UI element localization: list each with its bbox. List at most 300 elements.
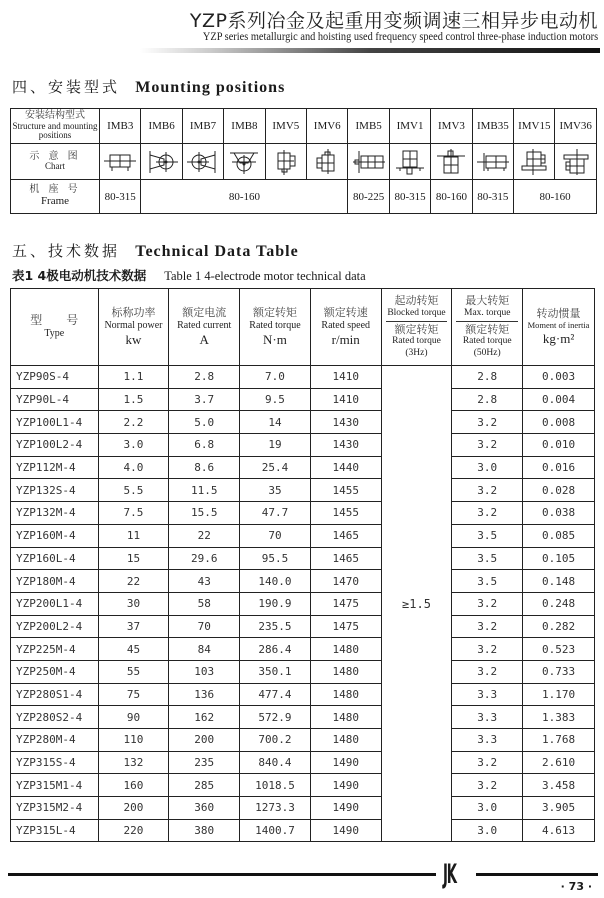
cell-max-torque: 3.3 [452, 706, 523, 729]
cell-torque: 7.0 [240, 366, 311, 389]
cell-speed: 1410 [310, 388, 381, 411]
table-row [11, 797, 595, 820]
cell-type: YZP280S2-4 [11, 706, 99, 729]
mounting-section-title-cn: 四、安装型式 [12, 78, 121, 96]
inertia-header-unit: kg·m² [542, 331, 575, 347]
cell-power: 11 [98, 524, 169, 547]
imb6-diagram-icon [142, 149, 182, 175]
brand-logo: JK [443, 860, 456, 890]
cell-current: 58 [169, 592, 240, 615]
imv3-diagram-icon [431, 149, 471, 175]
imb5-diagram-icon [349, 149, 389, 175]
cell-inertia: 0.282 [523, 615, 595, 638]
cell-speed: 1480 [310, 706, 381, 729]
mounting-position-imb3: IMB3 [100, 109, 141, 144]
cell-current: 285 [169, 774, 240, 797]
blocked-torque-cell [381, 751, 452, 774]
cell-torque: 840.4 [240, 751, 311, 774]
blocked-torque-cell [381, 366, 452, 389]
cell-inertia: 0.028 [523, 479, 595, 502]
blocked-header-en: Blocked torque [387, 307, 446, 318]
cell-speed: 1455 [310, 479, 381, 502]
page-number: · 73 · [560, 880, 592, 893]
blocked-torque-cell [381, 683, 452, 706]
cell-current: 15.5 [169, 502, 240, 525]
mounting-chart-cell [224, 144, 265, 180]
power-header-cn: 标称功率 [111, 305, 156, 319]
col-header-inertia [523, 289, 595, 366]
frame-range: 80-315 [472, 180, 513, 214]
structure-label-cn: 安装结构型式 [25, 110, 85, 122]
imb3-diagram-icon [100, 149, 140, 175]
cell-inertia: 0.016 [523, 456, 595, 479]
cell-max-torque: 3.0 [452, 819, 523, 842]
cell-speed: 1490 [310, 797, 381, 820]
header-divider [140, 48, 600, 53]
mounting-chart-cell [265, 144, 306, 180]
cell-type: YZP90S-4 [11, 366, 99, 389]
max-freq: (50Hz) [473, 348, 501, 359]
imb8-diagram-icon [224, 149, 264, 175]
col-header-speed [310, 289, 381, 366]
chart-label-cn: 示 意 图 [29, 150, 81, 162]
cell-type: YZP200L1-4 [11, 592, 99, 615]
cell-power: 37 [98, 615, 169, 638]
inertia-header-cn: 转动惯量 [536, 306, 581, 320]
mounting-chart-cell [431, 144, 472, 180]
mounting-chart-cell [100, 144, 141, 180]
cell-current: 2.8 [169, 366, 240, 389]
footer-rule-left [8, 873, 436, 876]
technical-data-table [10, 288, 595, 842]
cell-speed: 1455 [310, 502, 381, 525]
blocked-torque-cell [381, 479, 452, 502]
blocked-torque-cell [381, 706, 452, 729]
cell-current: 136 [169, 683, 240, 706]
cell-power: 4.0 [98, 456, 169, 479]
imb7-diagram-icon [183, 149, 223, 175]
speed-header-cn: 额定转速 [323, 305, 368, 319]
blocked-header-cn: 起动转矩 [394, 293, 439, 307]
max-header-cn: 最大转矩 [465, 293, 510, 307]
cell-power: 15 [98, 547, 169, 570]
cell-speed: 1465 [310, 547, 381, 570]
cell-current: 5.0 [169, 411, 240, 434]
mounting-frame-row [11, 180, 597, 214]
cell-type: YZP160L-4 [11, 547, 99, 570]
cell-power: 30 [98, 592, 169, 615]
cell-max-torque: 3.5 [452, 547, 523, 570]
cell-torque: 1273.3 [240, 797, 311, 820]
blocked-torque-cell [381, 456, 452, 479]
cell-current: 380 [169, 819, 240, 842]
cell-current: 6.8 [169, 434, 240, 457]
mounting-position-imb6: IMB6 [141, 109, 182, 144]
cell-max-torque: 3.2 [452, 615, 523, 638]
mounting-position-imv1: IMV1 [389, 109, 430, 144]
cell-max-torque: 3.3 [452, 683, 523, 706]
frame-range: 80-225 [348, 180, 389, 214]
blocked-freq: (3Hz) [405, 348, 428, 359]
table-row [11, 638, 595, 661]
table-header-row [11, 289, 595, 366]
cell-power: 45 [98, 638, 169, 661]
mounting-positions-table [10, 108, 597, 214]
mounting-position-imb8: IMB8 [224, 109, 265, 144]
document-title-cn: YZP系列冶金及起重用变频调速三相异步电动机 [189, 10, 598, 32]
cell-max-torque: 3.2 [452, 660, 523, 683]
torque-header-en: Rated torque [249, 319, 301, 331]
cell-type: YZP180M-4 [11, 570, 99, 593]
cell-type: YZP315M1-4 [11, 774, 99, 797]
cell-current: 8.6 [169, 456, 240, 479]
cell-current: 3.7 [169, 388, 240, 411]
table-row [11, 524, 595, 547]
cell-inertia: 3.905 [523, 797, 595, 820]
chart-label [11, 144, 100, 180]
cell-torque: 95.5 [240, 547, 311, 570]
cell-type: YZP132M-4 [11, 502, 99, 525]
table-caption-en: Table 1 4-electrode motor technical data [164, 269, 366, 283]
cell-torque: 477.4 [240, 683, 311, 706]
frame-label [11, 180, 100, 214]
table-row [11, 479, 595, 502]
mounting-position-imv3: IMV3 [431, 109, 472, 144]
mounting-position-imb7: IMB7 [182, 109, 223, 144]
cell-type: YZP315S-4 [11, 751, 99, 774]
cell-power: 220 [98, 819, 169, 842]
cell-power: 2.2 [98, 411, 169, 434]
max-header-en: Max. torque [464, 307, 511, 318]
table-row [11, 547, 595, 570]
cell-max-torque: 3.5 [452, 524, 523, 547]
frame-range: 80-315 [389, 180, 430, 214]
cell-current: 162 [169, 706, 240, 729]
table-caption [12, 266, 366, 284]
cell-speed: 1440 [310, 456, 381, 479]
imv15-diagram-icon [514, 149, 554, 175]
table-row [11, 434, 595, 457]
cell-power: 160 [98, 774, 169, 797]
mounting-chart-cell [389, 144, 430, 180]
cell-torque: 14 [240, 411, 311, 434]
cell-inertia: 1.170 [523, 683, 595, 706]
cell-power: 7.5 [98, 502, 169, 525]
col-header-type [11, 289, 99, 366]
max-den-cn: 额定转矩 [465, 322, 510, 336]
col-header-torque [240, 289, 311, 366]
blocked-torque-cell [381, 660, 452, 683]
cell-max-torque: 2.8 [452, 366, 523, 389]
cell-power: 200 [98, 797, 169, 820]
cell-power: 90 [98, 706, 169, 729]
cell-torque: 350.1 [240, 660, 311, 683]
cell-torque: 572.9 [240, 706, 311, 729]
power-header-unit: kw [125, 332, 142, 347]
fraction-line [456, 321, 518, 322]
frame-label-en: Frame [40, 194, 70, 207]
table-row [11, 660, 595, 683]
table-row [11, 388, 595, 411]
cell-inertia: 0.004 [523, 388, 595, 411]
cell-inertia: 0.003 [523, 366, 595, 389]
blocked-torque-cell [381, 729, 452, 752]
current-header-unit: A [199, 332, 209, 347]
current-header-en: Rated current [177, 319, 232, 331]
cell-current: 43 [169, 570, 240, 593]
cell-torque: 190.9 [240, 592, 311, 615]
mounting-position-imv6: IMV6 [307, 109, 348, 144]
cell-inertia: 0.010 [523, 434, 595, 457]
blocked-torque-cell [381, 502, 452, 525]
cell-max-torque: 3.2 [452, 774, 523, 797]
cell-speed: 1410 [310, 366, 381, 389]
cell-inertia: 0.105 [523, 547, 595, 570]
frame-range: 80-315 [100, 180, 141, 214]
cell-torque: 235.5 [240, 615, 311, 638]
max-den-en: Rated torque [462, 336, 512, 347]
cell-inertia: 3.458 [523, 774, 595, 797]
blocked-den-cn: 额定转矩 [394, 322, 439, 336]
frame-range: 80-160 [514, 180, 597, 214]
speed-header-en: Rated speed [321, 319, 371, 331]
blocked-torque-cell [381, 615, 452, 638]
col-header-power [98, 289, 169, 366]
cell-torque: 47.7 [240, 502, 311, 525]
cell-torque: 35 [240, 479, 311, 502]
torque-header-cn: 额定转矩 [252, 305, 297, 319]
technical-section-title [12, 240, 299, 261]
imv5-diagram-icon [266, 149, 306, 175]
cell-speed: 1475 [310, 615, 381, 638]
cell-type: YZP280M-4 [11, 729, 99, 752]
technical-section-title-cn: 五、技术数据 [12, 242, 121, 260]
table-row [11, 706, 595, 729]
mounting-position-imv5: IMV5 [265, 109, 306, 144]
current-header-cn: 额定电流 [182, 305, 227, 319]
blocked-torque-cell [381, 524, 452, 547]
cell-type: YZP200L2-4 [11, 615, 99, 638]
cell-power: 75 [98, 683, 169, 706]
blocked-torque-cell [381, 434, 452, 457]
cell-torque: 9.5 [240, 388, 311, 411]
cell-inertia: 0.008 [523, 411, 595, 434]
imv1-diagram-icon [390, 149, 430, 175]
torque-header-unit: N·m [263, 332, 287, 347]
type-header-en: Type [44, 328, 65, 340]
mounting-section-title-en: Mounting positions [135, 79, 286, 96]
table-row [11, 502, 595, 525]
cell-type: YZP100L1-4 [11, 411, 99, 434]
cell-type: YZP112M-4 [11, 456, 99, 479]
cell-inertia: 1.768 [523, 729, 595, 752]
blocked-torque-cell [381, 819, 452, 842]
mounting-position-imv15: IMV15 [514, 109, 555, 144]
inertia-header-en: Moment of inertia [527, 320, 590, 331]
cell-torque: 1400.7 [240, 819, 311, 842]
cell-max-torque: 3.2 [452, 638, 523, 661]
mounting-position-imb35: IMB35 [472, 109, 513, 144]
cell-inertia: 1.383 [523, 706, 595, 729]
cell-torque: 25.4 [240, 456, 311, 479]
cell-current: 84 [169, 638, 240, 661]
blocked-torque-cell [381, 570, 452, 593]
document-title-en: YZP series metallurgic and hoisting used frequency speed control three-phase induction motors [202, 31, 598, 43]
cell-type: YZP315M2-4 [11, 797, 99, 820]
cell-power: 1.5 [98, 388, 169, 411]
mounting-chart-cell [514, 144, 555, 180]
cell-type: YZP280S1-4 [11, 683, 99, 706]
blocked-torque-cell [381, 638, 452, 661]
blocked-den-en: Rated torque [392, 336, 441, 347]
cell-power: 22 [98, 570, 169, 593]
table-row [11, 683, 595, 706]
cell-inertia: 0.148 [523, 570, 595, 593]
cell-current: 235 [169, 751, 240, 774]
mounting-chart-cell [555, 144, 597, 180]
cell-torque: 286.4 [240, 638, 311, 661]
cell-speed: 1490 [310, 819, 381, 842]
cell-type: YZP90L-4 [11, 388, 99, 411]
cell-type: YZP160M-4 [11, 524, 99, 547]
cell-speed: 1475 [310, 592, 381, 615]
cell-speed: 1480 [310, 729, 381, 752]
cell-max-torque: 3.2 [452, 592, 523, 615]
cell-inertia: 4.613 [523, 819, 595, 842]
table-row [11, 751, 595, 774]
frame-range: 80-160 [141, 180, 348, 214]
table-row [11, 456, 595, 479]
blocked-torque-cell [381, 388, 452, 411]
cell-speed: 1490 [310, 774, 381, 797]
cell-max-torque: 2.8 [452, 388, 523, 411]
fraction-line [386, 321, 448, 322]
cell-power: 110 [98, 729, 169, 752]
frame-range: 80-160 [431, 180, 472, 214]
cell-speed: 1430 [310, 434, 381, 457]
table-row [11, 570, 595, 593]
cell-inertia: 2.610 [523, 751, 595, 774]
cell-inertia: 0.523 [523, 638, 595, 661]
mounting-position-imb5: IMB5 [348, 109, 389, 144]
cell-speed: 1480 [310, 683, 381, 706]
table-row [11, 592, 595, 615]
cell-max-torque: 3.5 [452, 570, 523, 593]
speed-header-unit: r/min [331, 332, 360, 347]
cell-max-torque: 3.3 [452, 729, 523, 752]
cell-inertia: 0.085 [523, 524, 595, 547]
cell-max-torque: 3.2 [452, 434, 523, 457]
cell-current: 11.5 [169, 479, 240, 502]
cell-current: 360 [169, 797, 240, 820]
imb35-diagram-icon [473, 149, 513, 175]
table-row [11, 366, 595, 389]
cell-torque: 19 [240, 434, 311, 457]
mounting-chart-cell [141, 144, 182, 180]
cell-power: 132 [98, 751, 169, 774]
mounting-structure-row [11, 109, 597, 144]
col-header-current [169, 289, 240, 366]
col-header-blocked-torque [381, 289, 452, 366]
imv6-diagram-icon [307, 149, 347, 175]
cell-current: 22 [169, 524, 240, 547]
cell-torque: 700.2 [240, 729, 311, 752]
cell-speed: 1490 [310, 751, 381, 774]
table-row [11, 774, 595, 797]
structure-label-en: Structure and mounting positions [12, 120, 98, 141]
cell-speed: 1470 [310, 570, 381, 593]
cell-type: YZP100L2-4 [11, 434, 99, 457]
cell-type: YZP132S-4 [11, 479, 99, 502]
table-row [11, 729, 595, 752]
technical-section-title-en: Technical Data Table [135, 243, 299, 260]
cell-torque: 140.0 [240, 570, 311, 593]
mounting-chart-row [11, 144, 597, 180]
cell-power: 1.1 [98, 366, 169, 389]
cell-torque: 70 [240, 524, 311, 547]
cell-speed: 1465 [310, 524, 381, 547]
mounting-chart-cell [348, 144, 389, 180]
table-row [11, 411, 595, 434]
power-header-en: Normal power [104, 319, 163, 331]
cell-current: 70 [169, 615, 240, 638]
cell-power: 3.0 [98, 434, 169, 457]
cell-torque: 1018.5 [240, 774, 311, 797]
cell-max-torque: 3.2 [452, 751, 523, 774]
cell-max-torque: 3.0 [452, 797, 523, 820]
table-row [11, 615, 595, 638]
table-caption-cn: 表1 4极电动机技术数据 [12, 268, 147, 283]
cell-max-torque: 3.0 [452, 456, 523, 479]
cell-type: YZP315L-4 [11, 819, 99, 842]
mounting-chart-cell [307, 144, 348, 180]
blocked-torque-ratio: ≥1.5 [381, 592, 452, 615]
imv36-diagram-icon [556, 149, 596, 175]
cell-max-torque: 3.2 [452, 411, 523, 434]
blocked-torque-cell [381, 774, 452, 797]
cell-power: 5.5 [98, 479, 169, 502]
blocked-torque-cell [381, 411, 452, 434]
mounting-position-imv36: IMV36 [555, 109, 597, 144]
cell-current: 29.6 [169, 547, 240, 570]
mounting-chart-cell [182, 144, 223, 180]
blocked-torque-cell [381, 797, 452, 820]
cell-speed: 1480 [310, 638, 381, 661]
cell-current: 103 [169, 660, 240, 683]
cell-inertia: 0.248 [523, 592, 595, 615]
mounting-section-title [12, 76, 285, 97]
type-header-cn: 型 号 [30, 313, 79, 328]
cell-power: 55 [98, 660, 169, 683]
cell-current: 200 [169, 729, 240, 752]
footer-rule-right [476, 873, 598, 876]
cell-speed: 1430 [310, 411, 381, 434]
cell-max-torque: 3.2 [452, 479, 523, 502]
blocked-torque-cell [381, 547, 452, 570]
mounting-chart-cell [472, 144, 513, 180]
cell-type: YZP250M-4 [11, 660, 99, 683]
cell-inertia: 0.733 [523, 660, 595, 683]
structure-label [11, 109, 100, 144]
cell-inertia: 0.038 [523, 502, 595, 525]
cell-speed: 1480 [310, 660, 381, 683]
col-header-max-torque [452, 289, 523, 366]
cell-type: YZP225M-4 [11, 638, 99, 661]
cell-max-torque: 3.2 [452, 502, 523, 525]
chart-label-en: Chart [45, 161, 65, 172]
frame-label-cn: 机 座 号 [29, 184, 81, 196]
table-row [11, 819, 595, 842]
